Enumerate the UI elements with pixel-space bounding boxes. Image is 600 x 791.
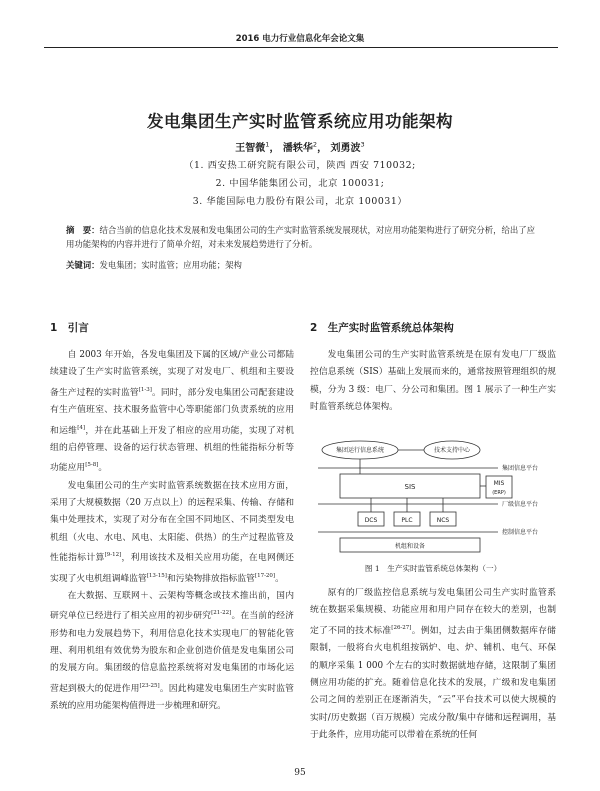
paragraph	[50, 588, 294, 716]
text: 。	[275, 573, 284, 584]
header-rule	[44, 47, 558, 48]
text: 自 2003 年开始，各发电集团及下属的区域/产业公司都陆续建设了生产实时监管系统，实现了对发电厂、机组和主要设备生产过程的实时监管	[50, 350, 294, 398]
running-header: 2016 电力行业信息化年会论文集	[235, 34, 365, 44]
abstract-text: 结合当前的信息化技术发展和发电集团公司的生产实时监管系统发展现状，对应用功能架构进行了研究分析，给出了应用功能架构的内容并进行了简单介绍，对未来发展趋势进行了分析。	[66, 225, 535, 250]
sis-label: SIS	[404, 483, 416, 491]
text: 。在当前的经济形势和电力发展趋势下，利用信息化技术实现电厂的智能化管理、利用机组有效优势为股东和企业创造价值是发电集团公司的发展方向。集团级的信息监控系统将对发电集团的市场化运营起到极大的促进作用	[50, 611, 294, 694]
text: 。例如，过去由于集团侧数据库存储限制，一般将台火电机组按锅炉、电、炉、辅机、电气、环保的顺序采集 1 000 个左右的实时数据就地存储，这限制了集团侧应用功能的扩充。随着信息化技术的发展，广级和发电集团公司之间的差别正在逐渐消失，“云”平台技术可以使大规模的实时/历史数据（百万规模）完成分散/集中存储和远程调用，基于此条件，应用功能可以带着在系统的任何	[310, 625, 556, 741]
citation: [4]	[77, 424, 86, 431]
text: 。同时，部分发电集团公司配套建设有生产值班室、技术服务监管中心等职能部门负责系统的应用和运维	[50, 387, 294, 436]
paragraph	[310, 585, 556, 745]
citation: [21-22]	[211, 610, 232, 617]
author-affil-mark: 1	[265, 140, 270, 149]
citation: [26-27]	[391, 624, 412, 631]
paragraph	[50, 347, 294, 478]
paragraph: 发电集团公司的生产实时监管系统是在原有发电厂厂级监控信息系统（SIS）基础上发展而来的，通常按照管理组织的规模，分为 3 级：电厂、分公司和集团。图 1 展示了一种生产实时监管系统总体架构。	[310, 350, 556, 413]
dcs-label: DCS	[364, 517, 378, 524]
abstract	[66, 223, 536, 251]
figure-1-caption: 图 1 生产实时监管系统总体架构（一）	[364, 564, 502, 573]
section-1-heading: 1 引言	[50, 322, 89, 334]
paragraph	[50, 478, 294, 588]
keywords-label: 关键词：	[66, 260, 100, 270]
right-column-bottom	[310, 585, 556, 745]
section-2-heading: 2 生产实时监管系统总体架构	[310, 322, 454, 334]
text: 原有的厂级监控信息系统与发电集团公司生产实时监管系统在数据采集规模、功能应用和用户同存在较大的差别，也制定了不同的技术标准	[310, 588, 556, 636]
tech-center-label: 技术支持中心	[433, 447, 471, 454]
citation: [13-15]	[146, 572, 167, 579]
paper-title: 发电集团生产实时监管系统应用功能架构	[147, 112, 453, 131]
abstract-label: 摘 要：	[66, 225, 100, 235]
plc-label: PLC	[401, 517, 413, 524]
left-column	[50, 347, 294, 716]
control-platform-label: 控制信息平台	[502, 529, 539, 536]
citation: [9-12]	[104, 552, 122, 559]
text: ，利用该技术及相关应用功能，在电网侧还实现了火电机组调峰监管	[50, 553, 294, 584]
ncs-label: NCS	[436, 517, 450, 524]
text: 。	[98, 463, 108, 474]
citation: [17-20]	[254, 572, 276, 579]
group-center-label: 集团运行信息系统	[335, 447, 385, 454]
text: 。因此构建发电集团生产实时监管系统的应用功能架构值得进一步梳理和研究。	[50, 683, 294, 712]
author-name: 王智微	[235, 143, 266, 154]
author-name: 刘勇波	[330, 143, 361, 154]
citation: [5-8]	[85, 462, 99, 469]
text: 在大数据、互联网＋、云架构等概念或技术推出前，国内研究单位已经进行了相关应用的初步研究	[50, 590, 294, 622]
figure-1-architecture-diagram	[318, 438, 550, 556]
page-number: 95	[294, 768, 306, 778]
affiliation-3: 3. 华能国际电力股份有限公司，北京 100031）	[192, 196, 408, 207]
keywords-text: 发电集团；实时监管；应用功能；架构	[99, 260, 242, 270]
right-column-top	[310, 347, 556, 417]
author-list: 王智微$^1$， 潘轶华$^2$， 刘勇波$^3$	[235, 140, 365, 154]
erp-label: (ERP)	[492, 490, 506, 496]
author-affil-mark: 2	[312, 140, 318, 149]
text: ，并在此基础上开发了相应的应用功能，实现了对机组的启停管理、设备的运行状态管理、机组的性能指标分析等功能应用	[50, 425, 294, 474]
citation: [1-3]	[138, 386, 152, 393]
text: 和污染物排放指标监管	[166, 573, 255, 584]
mis-label: MIS	[493, 480, 505, 487]
unit-equipment-label: 机组和设备	[394, 543, 426, 550]
plant-platform-label: 厂级信息平台	[502, 501, 539, 508]
citation: [23-25]	[139, 682, 160, 689]
author-affil-mark: 3	[360, 140, 365, 149]
keywords	[66, 259, 536, 271]
text: 发电集团公司的生产实时监管系统数据在技术应用方面，采用了大规模数据（20 万点以上）的远程采集、传输、存储和集中处理技术，实现了对分布在全国不同地区、不同类型发电机组（火电、水电、风电、太阳能、供热）的生产过程监管及性能指标计算	[50, 480, 294, 564]
group-platform-label: 集团信息平台	[502, 465, 539, 472]
affiliation-1: （1. 西安热工研究院有限公司，陕西 西安 710032;	[184, 160, 416, 171]
affiliation-2: 2. 中国华能集团公司，北京 100031;	[215, 178, 385, 189]
author-name: 潘轶华	[282, 143, 313, 154]
